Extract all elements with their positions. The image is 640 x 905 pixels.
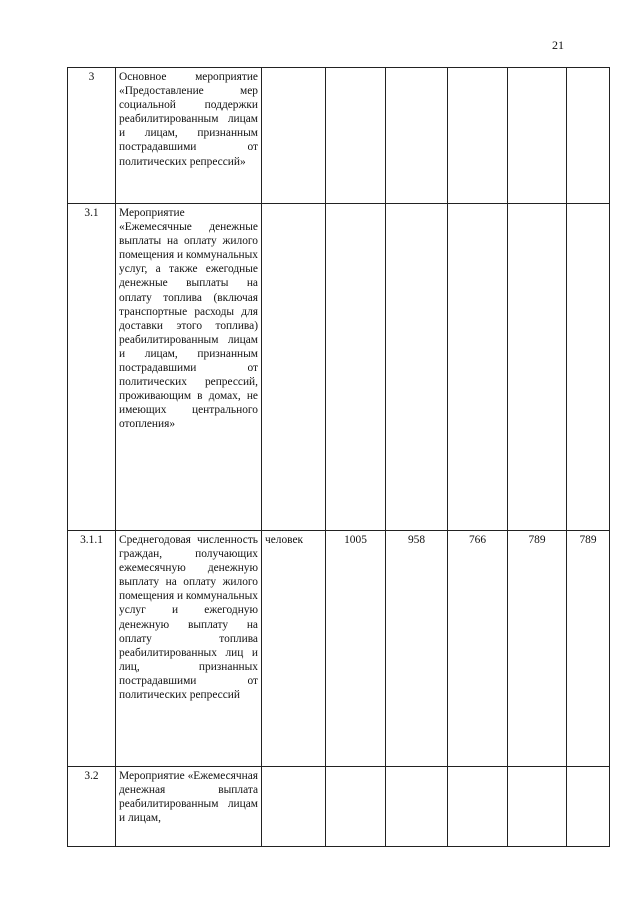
row-value	[326, 68, 386, 204]
table-row	[68, 204, 610, 531]
row-description: Мероприятие «Ежемесячная денежная выплата реабилитированным лицам и лицам,	[116, 767, 262, 847]
row-value: 789	[508, 531, 567, 767]
row-value	[508, 767, 567, 847]
row-value	[448, 68, 508, 204]
row-value	[386, 767, 448, 847]
page-number: 21	[552, 38, 564, 52]
row-unit: человек	[262, 531, 326, 767]
row-value	[567, 767, 610, 847]
row-value	[386, 204, 448, 531]
row-value	[386, 68, 448, 204]
row-number: 3	[68, 68, 116, 204]
indicators-table	[67, 67, 610, 847]
row-description: Среднегодовая численность граждан, получающих ежемесячную денежную выплату на оплату жилого помещения и коммунальных услуг и ежегодную денежную выплату на оплату топлива реабилитированных лиц и лиц, признанных пострадавшими от политических репрессий	[116, 531, 262, 767]
row-value	[448, 767, 508, 847]
row-value	[326, 204, 386, 531]
table-row	[68, 68, 610, 204]
row-number: 3.2	[68, 767, 116, 847]
row-value: 789	[567, 531, 610, 767]
row-unit	[262, 68, 326, 204]
row-value	[508, 68, 567, 204]
table-row	[68, 767, 610, 847]
row-description: Мероприятие «Ежемесячные денежные выплаты на оплату жилого помещения и коммунальных услуг, а также ежегодные денежные выплаты на оплату топлива (включая транспортные расходы для доставки этого топлива) реабилитированным лицам и лицам, признанным пострадавшими от политических репрессий, проживающим в домах, не имеющих центрального отопления»	[116, 204, 262, 531]
row-value: 958	[386, 531, 448, 767]
row-description: Основное мероприятие «Предоставление мер социальной поддержки реабилитированным лицам и лицам, признанным пострадавшими от политических репрессий»	[116, 68, 262, 204]
table-row	[68, 531, 610, 767]
row-value	[508, 204, 567, 531]
row-value	[326, 767, 386, 847]
row-value	[567, 68, 610, 204]
row-unit	[262, 204, 326, 531]
row-value: 766	[448, 531, 508, 767]
row-value	[448, 204, 508, 531]
row-unit	[262, 767, 326, 847]
row-number: 3.1.1	[68, 531, 116, 767]
row-number: 3.1	[68, 204, 116, 531]
row-value: 1005	[326, 531, 386, 767]
row-value	[567, 204, 610, 531]
